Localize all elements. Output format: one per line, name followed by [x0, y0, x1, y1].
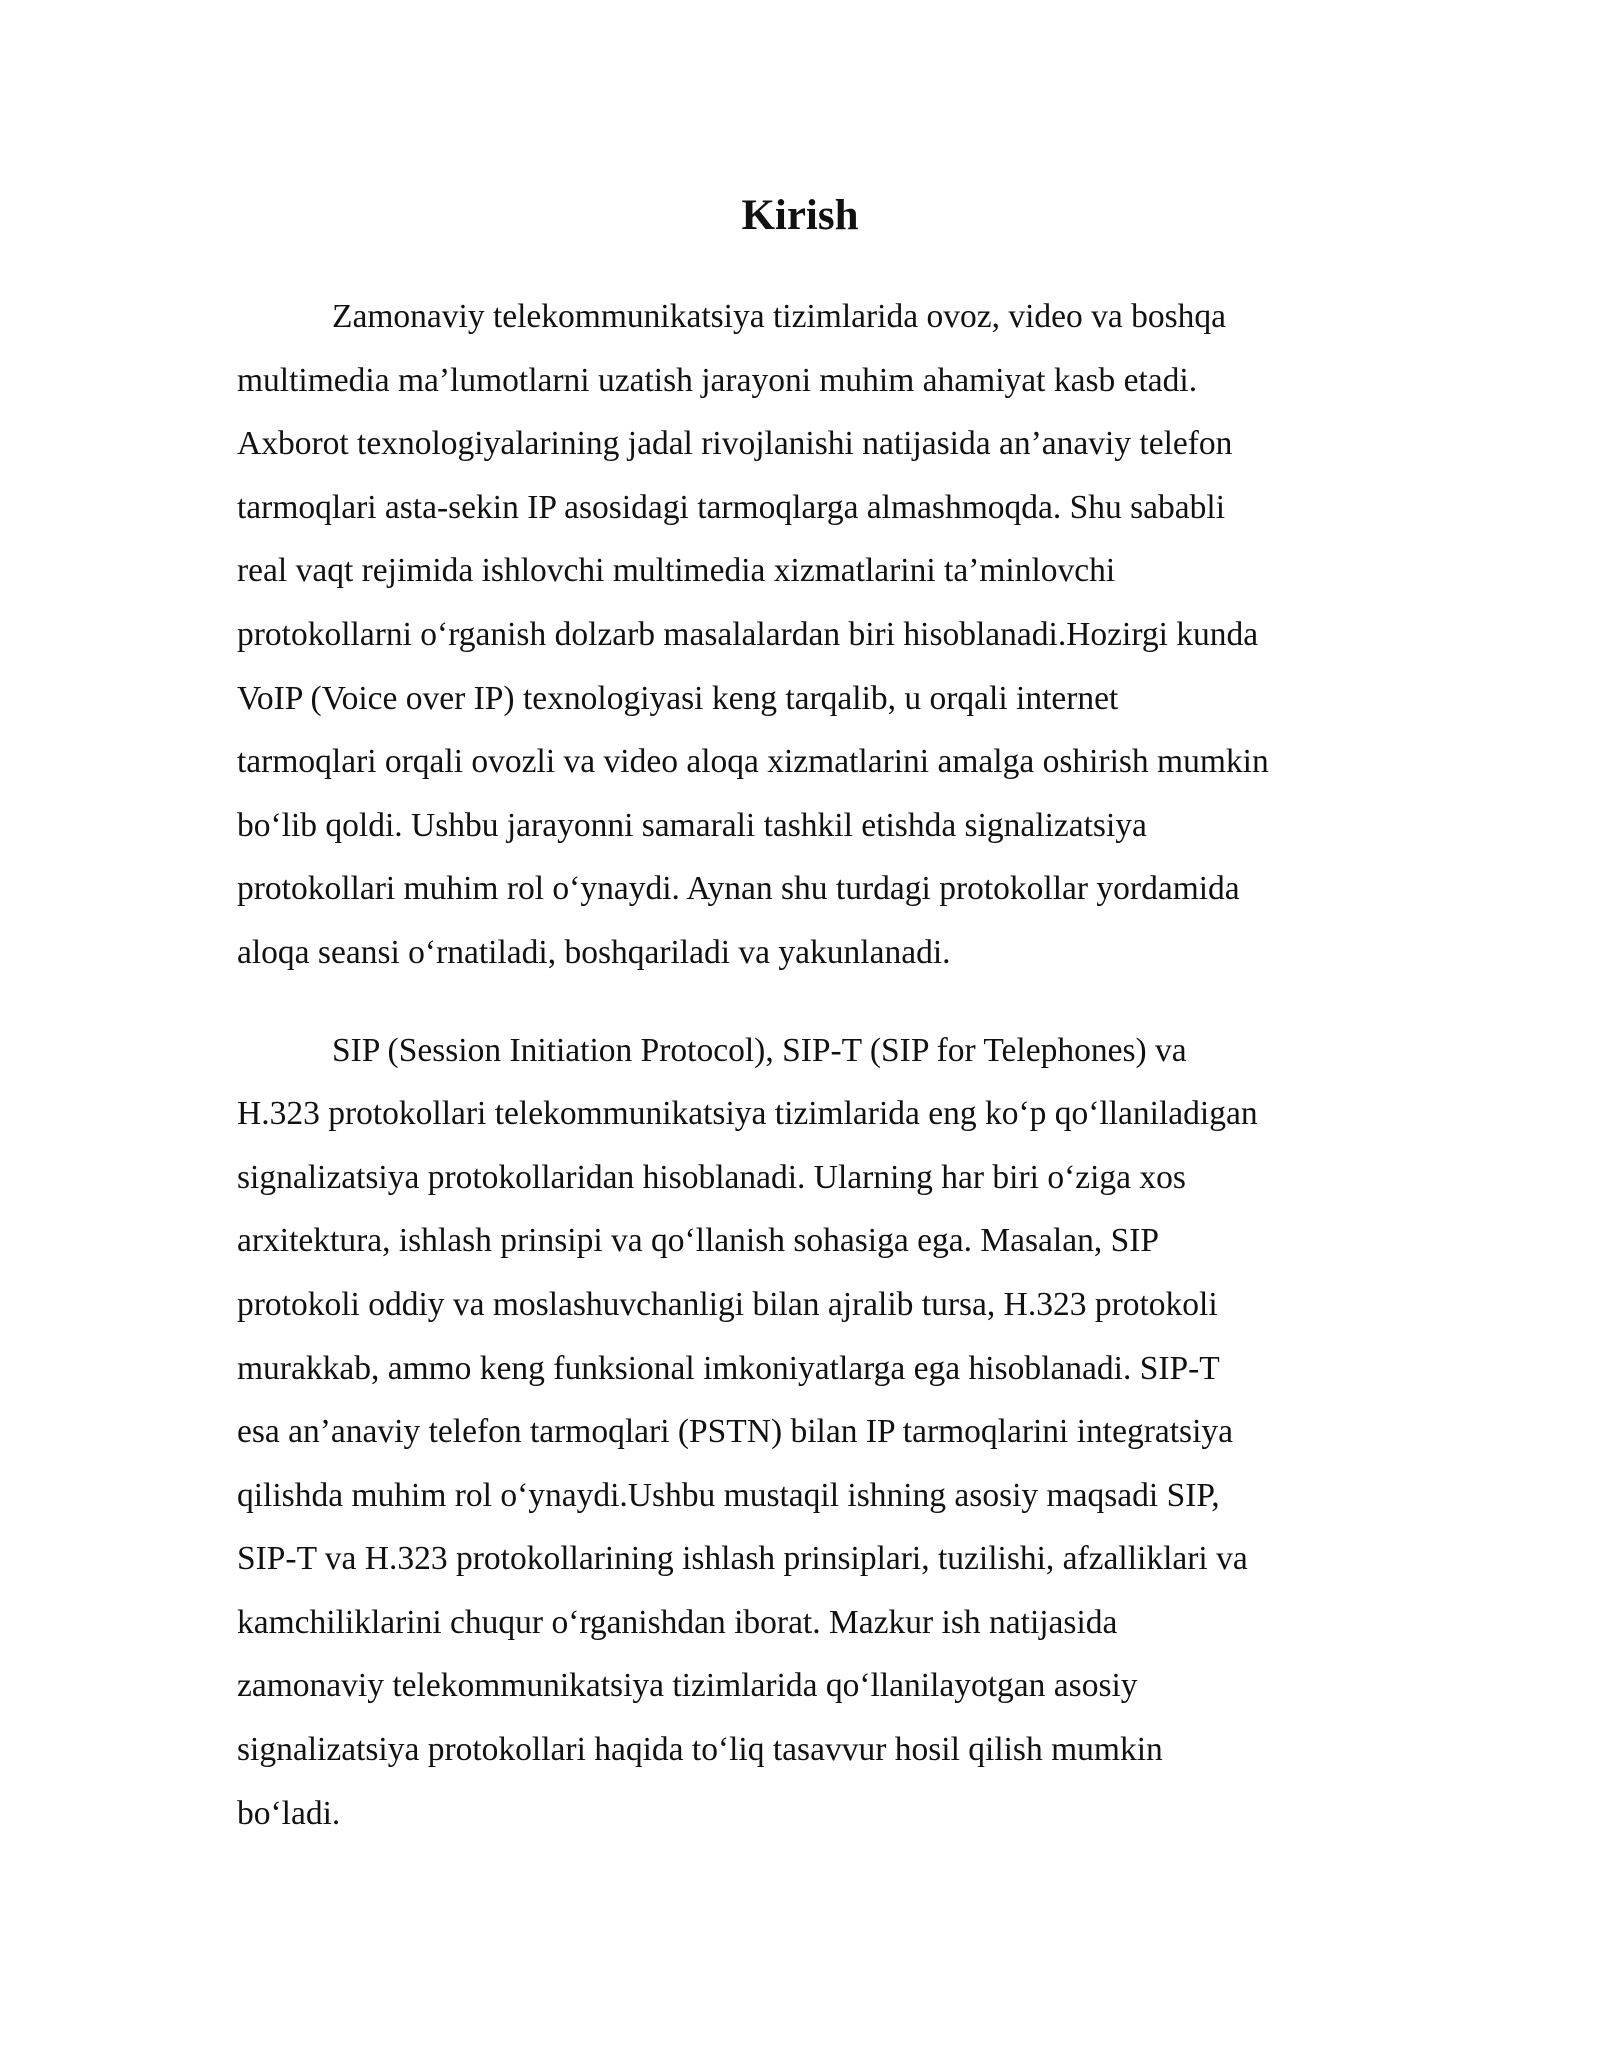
text-line: signalizatsiya protokollaridan hisoblanadi. Ularning har biri o‘ziga xos — [237, 1158, 1186, 1196]
paragraph-intro — [237, 285, 1377, 985]
text-line: protokollarni o‘rganish dolzarb masalalardan biri hisoblanadi.Hozirgi kunda — [237, 615, 1259, 653]
text-line: arxitektura, ishlash prinsipi va qo‘llanish sohasiga ega. Masalan, SIP — [237, 1222, 1160, 1260]
text-line: VoIP (Voice over IP) texnologiyasi keng tarqalib, u orqali internet — [237, 679, 1119, 717]
text-line: SIP-T va H.323 protokollarining ishlash prinsiplari, tuzilishi, afzalliklari va — [237, 1540, 1248, 1578]
text-line: Zamonaviy telekommunikatsiya tizimlarida ovoz, video va boshqa — [332, 298, 1227, 335]
text-line: kamchiliklarini chuqur o‘rganishdan iborat. Mazkur ish natijasida — [237, 1603, 1118, 1641]
page-title: Kirish — [741, 192, 859, 239]
document-body — [237, 285, 1377, 1845]
text-line: murakkab, ammo keng funksional imkoniyatlarga ega hisoblanadi. SIP-T — [237, 1349, 1220, 1387]
text-line: tarmoqlari asta-sekin IP asosidagi tarmoqlarga almashmoqda. Shu sababli — [237, 488, 1226, 526]
text-line: bo‘ladi. — [237, 1794, 341, 1832]
text-line: Axborot texnologiyalarining jadal rivojlanishi natijasida an’anaviy telefon — [237, 425, 1233, 463]
text-line: bo‘lib qoldi. Ushbu jarayonni samarali tashkil etishda signalizatsiya — [237, 806, 1147, 844]
text-line: multimedia ma’lumotlarni uzatish jarayoni muhim ahamiyat kasb etadi. — [237, 361, 1198, 399]
text-line: protokoli oddiy va moslashuvchanligi bilan ajralib tursa, H.323 protokoli — [237, 1285, 1218, 1323]
text-line: qilishda muhim rol o‘ynaydi.Ushbu mustaqil ishning asosiy maqsadi SIP, — [237, 1476, 1220, 1514]
text-line: signalizatsiya protokollari haqida to‘liq tasavvur hosil qilish mumkin — [237, 1731, 1163, 1769]
text-line: protokollari muhim rol o‘ynaydi. Aynan shu turdagi protokollar yordamida — [237, 870, 1240, 908]
text-line: esa an’anaviy telefon tarmoqlari (PSTN) bilan IP tarmoqlarini integratsiya — [237, 1413, 1234, 1451]
text-line: zamonaviy telekommunikatsiya tizimlarida qo‘llanilayotgan asosiy — [237, 1667, 1138, 1705]
text-line: tarmoqlari orqali ovozli va video aloqa xizmatlarini amalga oshirish mumkin — [237, 743, 1269, 781]
text-line: real vaqt rejimida ishlovchi multimedia xizmatlarini ta’minlovchi — [237, 552, 1116, 590]
text-line: SIP (Session Initiation Protocol), SIP-T (SIP for Telephones) va — [332, 1031, 1187, 1069]
paragraph-protocols — [237, 1019, 1377, 1846]
text-line: aloqa seansi o‘rnatiladi, boshqariladi va yakunlanadi. — [237, 933, 951, 971]
text-line: H.323 protokollari telekommunikatsiya tizimlarida eng ko‘p qo‘llaniladigan — [237, 1095, 1258, 1133]
